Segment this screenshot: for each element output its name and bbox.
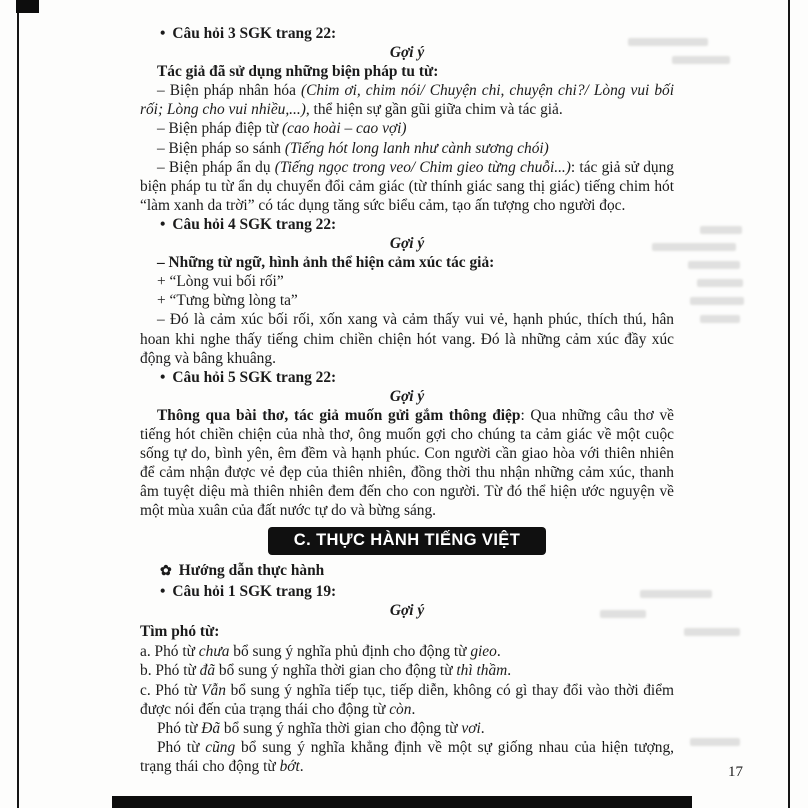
text-run: a. Phó từ [140,643,199,661]
scan-corner-top-left [16,0,39,13]
text-run: : tác giả sử dụng biện pháp tu từ ẩn dụ chuyển đổi cảm giác (từ thính giác sang thị giác) tiếng chim hót “làm xanh da trời” có tác dụng tăng sức biểu cảm, tạo ấn tượng cho người đọc. [140,158,674,214]
text-run: b. Phó từ [140,662,200,680]
quote-line: + “Lòng vui bối rối” [157,273,284,291]
question-5-heading [140,368,674,387]
bullet-icon: • [160,583,166,601]
hint-label: Gợi ý [389,235,425,253]
text-run-italic: Đã [201,719,221,737]
text-run-italic: bớt [279,757,300,775]
paragraph [140,119,674,138]
question-3-heading-label: Câu hỏi 3 SGK trang 22: [172,25,337,42]
text-run: . [411,700,416,718]
practice-heading [140,561,674,581]
text-run: – Biện pháp điệp từ [157,120,283,138]
bleedthrough-artifact [688,261,740,269]
list-item-c [140,681,674,719]
text-run: : Qua những câu thơ về tiếng hót chiền chiện của nhà thơ, ông muốn gợi cho chúng ta cảm giác về một cuộc sống tự do, bình yên, êm đềm và hạnh phúc. Con người cần giao hòa với thiên nhiên để cảm nhận được vẻ đẹp của thiên nhiên, đồng thời thu nhận những cảm xúc, thanh âm tuyệt diệu mà thiên nhiên đem đến cho con người. Từ đó thể hiện ước nguyện về một mùa xuân của đất nước tự do và bừng sáng. [140,406,674,520]
text-run: Phó từ [157,719,202,737]
text-run-bold: Thông qua bài thơ, tác giả muốn gửi gắm thông điệp [157,406,521,424]
text-run-italic: cũng [205,738,236,756]
practice-heading-label: Hướng dẫn thực hành [178,561,325,579]
paragraph [140,139,674,158]
text-run: c. Phó từ [140,681,202,699]
text-run: , thể hiện sự gần gũi giữa chim và tác giả. [305,101,563,119]
question-4-heading [140,215,674,234]
text-run: bổ sung ý nghĩa thời gian cho động từ [215,662,457,680]
list-item-continued [140,719,674,738]
question-4-heading-label: Câu hỏi 4 SGK trang 22: [172,215,337,233]
question-1-heading [140,582,674,601]
text-run: bổ sung ý nghĩa tiếp tục, tiếp diễn, không có gì thay đổi vào thời điểm được nói đến của trạng thái cho động từ [140,681,675,718]
text-run: – Biện pháp so sánh [157,139,285,157]
list-item-a [140,642,674,661]
text-run-italic: (Chim ơi, chim nói/ Chuyện chi, chuyện chi?/ Lòng vui bối rối; Lòng cho vui nhiều,...) [140,82,674,119]
section-banner-title: C. THỰC HÀNH TIẾNG VIỆT [268,527,546,555]
paragraph [140,406,674,521]
text-run: . [299,757,304,775]
text-run: – Biện pháp nhân hóa [157,82,301,100]
text-run-italic: thì thầm [456,662,508,680]
page-content [140,24,674,776]
scan-edge-left [17,0,19,808]
bullet-icon: • [160,368,166,386]
hint-label: Gợi ý [389,602,425,620]
question-1-heading-label: Câu hỏi 1 SGK trang 19: [172,583,337,601]
text-run: Phó từ [157,738,206,756]
text-run: . [507,662,512,680]
text-run: . [496,643,501,661]
paragraph [140,81,674,119]
text-run-italic: (Tiếng hót long lanh như cành sương chói) [284,139,549,157]
text-run: – Biện pháp ẩn dụ [157,158,275,176]
text-run-italic: Vẫn [201,681,226,699]
quote-line: + “Tưng bừng lòng ta” [157,292,298,310]
q1-lead: Tìm phó từ: [140,623,220,641]
question-3-heading [140,24,674,43]
bleedthrough-artifact [700,226,742,234]
text-run-italic: còn [389,700,412,718]
paragraph [140,158,674,215]
flower-icon: ✿ [160,563,172,579]
text-run: . [480,719,485,737]
question-5-heading-label: Câu hỏi 5 SGK trang 22: [172,368,337,386]
text-run-italic: (Tiếng ngọc trong veo/ Chim gieo từng chuỗi...) [274,158,571,176]
paragraph: – Đó là cảm xúc bối rối, xốn xang và cảm thấy vui vẻ, hạnh phúc, thích thú, hân hoan khi nghe thấy tiếng chim chiền chiện hót vang. Đó là những cảm xúc đầy xúc động và bâng khuâng. [140,311,674,367]
bleedthrough-artifact [684,628,740,636]
hint-label: Gợi ý [389,387,425,405]
text-run-italic: (cao hoài – cao vợi) [282,120,407,138]
text-run-italic: vơi [461,719,481,737]
bleedthrough-artifact [672,56,730,64]
list-item-b [140,661,674,680]
text-run: bổ sung ý nghĩa phủ định cho động từ [229,643,471,661]
text-run: bổ sung ý nghĩa thời gian cho động từ [220,719,462,737]
text-run: bổ sung ý nghĩa khẳng định về một sự giống nhau của hiện tượng, trạng thái cho động từ [140,738,674,775]
bullet-icon: • [160,25,166,42]
q4-lead: – Những từ ngữ, hình ảnh thể hiện cảm xúc tác giả: [157,254,495,272]
scan-edge-bottom [112,796,692,808]
section-banner [140,527,674,555]
scan-edge-right [788,0,790,808]
text-run-italic: gieo [470,643,497,661]
hint-label: Gợi ý [389,44,425,62]
bullet-icon: • [160,215,166,233]
text-run-italic: đã [199,662,216,680]
text-run-italic: chưa [198,643,230,661]
bleedthrough-artifact [690,738,740,746]
page-number: 17 [728,764,743,780]
list-item-continued [140,738,674,776]
bleedthrough-artifact [690,297,744,305]
bleedthrough-artifact [700,315,740,323]
bleedthrough-artifact [697,279,743,287]
q3-lead: Tác giả đã sử dụng những biện pháp tu từ: [157,63,439,81]
